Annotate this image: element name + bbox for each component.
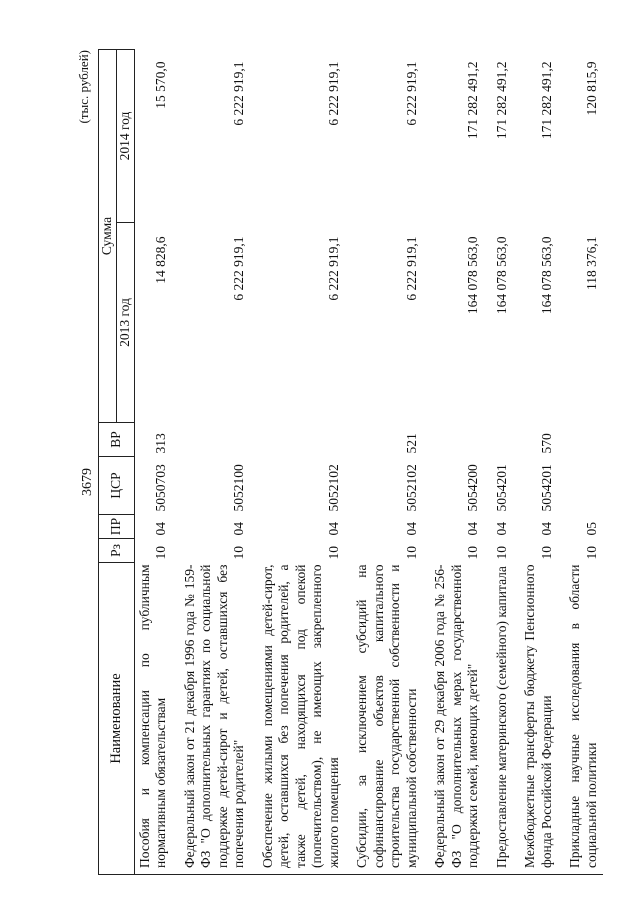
units-label: (тыс. рублей) xyxy=(76,50,91,124)
row-csr: 5054201 xyxy=(493,464,509,512)
row-name: Субсидии, за исключением субсидий на софинансирование объектов капитального строительства государственной собственности и муниципальной собственности xyxy=(345,563,423,875)
header-pr: ПР xyxy=(99,515,135,539)
row-pr: 04 xyxy=(153,522,168,536)
table-row xyxy=(485,49,514,874)
table-row xyxy=(345,49,423,874)
page-number: 3679 xyxy=(80,468,95,496)
row-csr: 5054200 xyxy=(465,464,480,512)
row-rz: 10 xyxy=(538,546,554,560)
row-rz: 10 xyxy=(231,546,246,560)
header-vr: ВР xyxy=(99,423,135,457)
row-sum-2014: 171 282 491,2 xyxy=(465,61,480,140)
header-name: Наименование xyxy=(99,563,135,875)
row-vr xyxy=(173,423,251,457)
row-rz: 10 xyxy=(153,546,168,560)
row-vr: 521 xyxy=(403,433,419,454)
row-sum-2014: 15 570,0 xyxy=(153,61,168,109)
row-sum-2014: 120 815,9 xyxy=(583,61,599,116)
table-row xyxy=(134,49,173,874)
header-year-2013: 2013 год xyxy=(116,223,134,423)
row-vr xyxy=(423,423,485,457)
table-row xyxy=(558,49,603,874)
row-pr: 04 xyxy=(231,522,246,536)
row-name: Межбюджетные трансферты бюджету Пенсионного фонда Российской Федерации xyxy=(513,563,558,875)
row-rz: 10 xyxy=(403,546,419,560)
row-csr: 5052102 xyxy=(403,464,419,512)
row-pr: 04 xyxy=(493,522,509,536)
header-csr: ЦСР xyxy=(99,457,135,515)
row-vr xyxy=(251,423,346,457)
row-csr: 5050703 xyxy=(153,464,168,512)
table-row xyxy=(423,49,485,874)
row-sum-2014: 6 222 919,1 xyxy=(325,61,341,126)
row-rz: 10 xyxy=(493,546,509,560)
rotated-page-content xyxy=(70,50,599,875)
row-name: Предоставление материнского (семейного) капитала xyxy=(485,563,514,875)
row-sum-2013: 164 078 563,0 xyxy=(465,236,480,315)
row-csr: 5054201 xyxy=(538,464,554,512)
row-pr: 04 xyxy=(325,522,341,536)
row-pr: 04 xyxy=(403,522,419,536)
row-sum-2013: 164 078 563,0 xyxy=(538,236,554,315)
table-row xyxy=(251,49,346,874)
row-sum-2014: 171 282 491,2 xyxy=(538,61,554,140)
row-rz: 10 xyxy=(325,546,341,560)
row-sum-2014: 6 222 919,1 xyxy=(231,61,246,126)
row-csr: 5052102 xyxy=(325,464,341,512)
row-vr xyxy=(558,423,603,457)
row-sum-2013: 14 828,6 xyxy=(153,236,168,284)
table-header xyxy=(99,49,135,874)
table-row xyxy=(513,49,558,874)
row-pr: 04 xyxy=(465,522,480,536)
table-body xyxy=(134,49,603,874)
row-vr: 313 xyxy=(153,433,168,454)
row-name: Федеральный закон от 29 декабря 2006 года № 256-ФЗ "О дополнительных мерах государственной поддержки семей, имеющих детей" xyxy=(423,563,485,875)
budget-table xyxy=(98,49,603,875)
row-sum-2014: 171 282 491,2 xyxy=(493,61,509,140)
row-sum-2013: 6 222 919,1 xyxy=(231,236,246,301)
row-name: Обеспечение жилыми помещениями детей-сирот, детей, оставшихся без попечения родителей, а также детей, находящихся под опекой (попечительством), не имеющих закрепленного жилого помещения xyxy=(251,563,346,875)
row-name: Прикладные научные исследования в области социальной политики xyxy=(558,563,603,875)
table-row xyxy=(173,49,251,874)
row-vr xyxy=(485,423,514,457)
row-rz: 10 xyxy=(465,546,480,560)
row-sum-2013: 6 222 919,1 xyxy=(403,236,419,301)
row-vr: 570 xyxy=(538,433,554,454)
header-year-2014: 2014 год xyxy=(116,49,134,222)
row-csr xyxy=(558,457,603,515)
row-sum-2014: 6 222 919,1 xyxy=(403,61,419,126)
row-sum-2013: 118 376,1 xyxy=(583,236,599,290)
row-rz: 10 xyxy=(583,546,599,560)
row-pr: 05 xyxy=(583,522,599,536)
header-sum: Сумма xyxy=(99,49,117,422)
row-sum-2013: 164 078 563,0 xyxy=(493,236,509,315)
row-sum-2013: 6 222 919,1 xyxy=(325,236,341,301)
row-name: Федеральный закон от 21 декабря 1996 года № 159-ФЗ "О дополнительных гарантиях по социальной поддержке детей-сирот и детей, оставшихся без попечения родителей" xyxy=(173,563,251,875)
row-pr: 04 xyxy=(538,522,554,536)
header-rz: Рз xyxy=(99,539,135,563)
row-csr: 5052100 xyxy=(231,464,246,512)
row-name: Пособия и компенсации по публичным нормативным обязательствам xyxy=(134,563,173,875)
